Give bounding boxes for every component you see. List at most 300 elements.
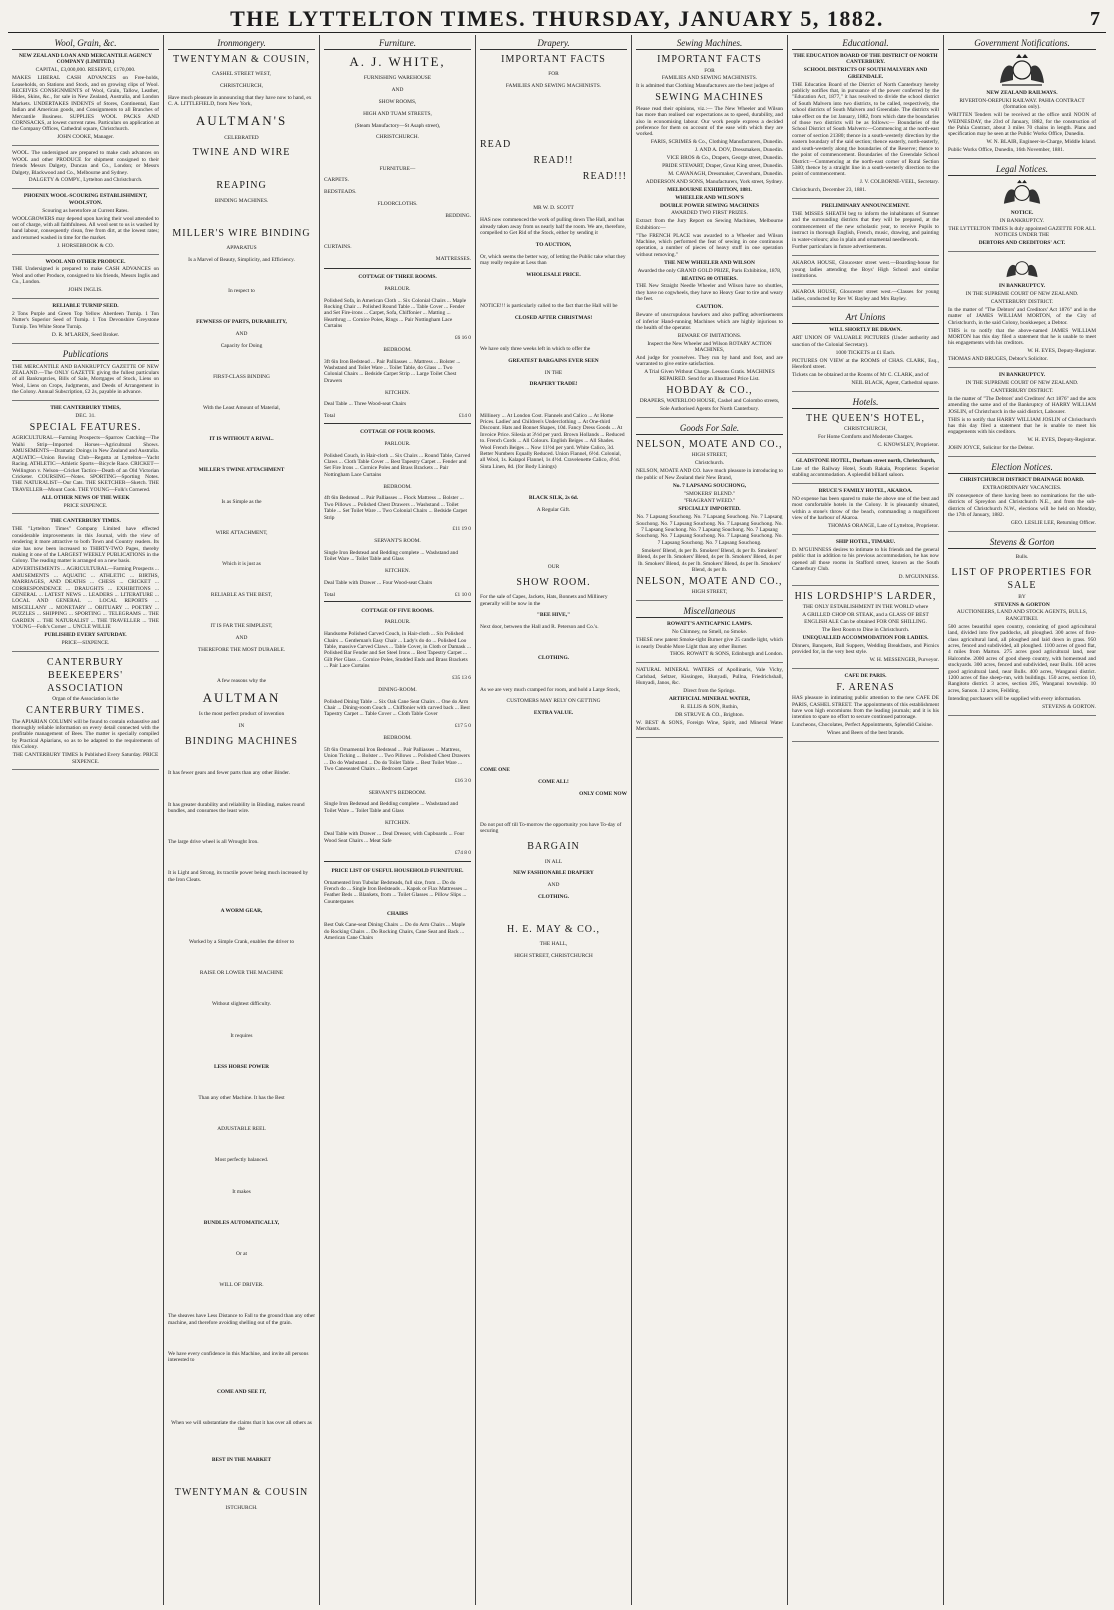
price-list: Deal Table with Drawer ... Four Wood-seat Chairs [324,579,433,586]
advert-body: THE MERCANTILE AND BANKRUPTCY GAZETTE OF NEW ZEALAND.—The ONLY GAZETTE giving the fullest particulars of all Bankruptcies, Bills of Sale, Mortgages of Stock, Liens on Wool, Liens on Crops, Judgments, and Deeds of Arrangement in the Colony. Annual Subscription, £2 2s, payable in advance. [12,363,159,396]
advert-line: THEREFORE THE MOST DURABLE. [197,647,286,653]
advert-body: AKAROA HOUSE, Gloucester street west.—Classes for young ladies, conducted by Rev W. Bayley and Mrs Bayley. [792,289,939,302]
advert-line: BEDROOM. [383,483,412,490]
advert-body: ART UNION OF VALUABLE PICTURES (Under authority and sanction of the Colonial Secretary). [792,335,939,348]
price-list: No. 7 Lapsang Souchong. No. 7 Lapsang Souchong. No. 7 Lapsang Souchong. No. 7 Lapsang Souchong. No. 7 Lapsang Souchong. No. 7 Lapsang Souchong. No. 7 Lapsang Souchong. No. 7 Lapsang Souchong. No. 7 Lapsang Souchong. No. 7 Lapsang Souchong. No. 7 Lapsang Souchong. No. 7 Lapsang Souchong. [636,514,783,546]
price-total: £14 0 [458,413,471,420]
advert-line: SHOW ROOMS, [378,98,417,105]
advert-body: In the matter of "The Debtors' and Creditors' Act 1876" and in the matter of JAMES WILLIAM MORTON, of the City of Christchurch, in the said Colony, bookkeeper, a Debtor. [948,306,1096,326]
advert-line: DEBTORS AND CREDITORS' ACT. [978,240,1066,247]
advert-body: It is Light and Strong, its tractile power being much increased by the Iron Cleats. [168,870,309,883]
section-heading: Goods For Sale. [636,422,783,435]
advert-heading: COTTAGE OF THREE ROOMS. [358,273,437,280]
advert-line: AWARDED TWO FIRST PRIZES. [671,210,748,217]
advert-line: (Steam Manufactory—St Asaph street), [354,122,441,129]
price-list: Millinery ... At London Cost. Flannels and Calico ... At Home Prices. Ladies' and Children's Underclothing ... At One-third Discount. Hats and Bonnet Shapes, 10d. Fancy Dress Goods ... At Invoice Price. Silesia at 3½d per yard. Brown Hollands ... Reduced to. French Cords ... All Colours. English Beiges ... All Shades. Wool French Beiges ... Now 11½d per yard. White Calico, 3d. Better Numbers Equally Reduced. Union Flannel, 6½d. Colonial, all Wool, 1s. Kalapol Flannel, 1s 4½d. Cravelenette Calico, 4½d. Sinta Linen, 8d. (for Body Linings) [480,412,625,470]
advert-line: ADJUSTABLE REEL [217,1126,266,1133]
advert-queens-hotel [792,412,939,454]
advert-dalgety [12,150,159,189]
advert-heading: READ [480,138,512,150]
advert-line: HIGH STREET, [691,452,728,459]
advert-body: The large drive wheel is all Wrought Iron. [168,839,259,846]
advert-title: ROWATT'S ANTICAPNIC LAMPS. [666,621,753,628]
advert-line: ONLY COME NOW [579,790,627,797]
advert-line: PARLOUR. [384,285,411,292]
advert-line: CARPETS. [324,177,350,184]
advert-line: WHEELER AND WILSON'S [675,194,744,201]
advert-line: Or at [236,1250,247,1257]
section-heading: Hotels. [792,396,939,409]
advert-body: Dinners, Banquets, Ball Suppers, Wedding Breakfasts, and Picnics provided for, in the very best style. [792,642,939,655]
advert-body: THE "Lyttelton Times" Company Limited have effected considerable improvements in this Journal, with the view of rendering it more attractive to both Town and Country readers. Its size has now been increased to THIRTY-TWO Pages, thereby making it one of the LARGEST WEEKLY PUBLICATIONS in the Colony. The reading matter is arranged on a new basis. [12,526,159,565]
advert-line: Worked by a Simple Crank, enables the driver to [188,939,295,946]
advert-heading: COTTAGE OF FOUR ROOMS. [360,428,435,435]
advert-title: WILL SHORTLY BE DRAWN. [829,327,902,334]
section-heading: Drapery. [480,37,627,50]
advert-body: Extract from the Jury Report on Sewing Machines, Melbourne Exhibition:— [636,218,783,231]
advert-mineral-waters [636,667,783,738]
advert-line: IN THE SUPREME COURT OF NEW ZEALAND. [965,380,1079,387]
advert-line: STEVENS & GORTON [994,601,1050,608]
advert-title: HOBDAY & CO., [666,384,753,396]
advert-title: NEW ZEALAND LOAN AND MERCANTILE AGENCY COMPANY (LIMITED.) [18,53,153,66]
advert-line: OUR [547,563,560,570]
advert-line: JOHN JOYCE, Solicitor for the Debtor. [948,445,1035,452]
advert-title: CAFE DE PARIS. [844,672,887,679]
advert-line: CURTAINS. [324,243,352,250]
advert-body: IN consequence of there having been no nominations for the sub-districts of Spreydon and Christchurch N.E., and from the sub-districts of Christchurch N.W., elections will be held on Monday, the 17th of January, 1882. [948,492,1096,519]
advert-line: CAUTION. [696,304,723,311]
advert-heading: PRICE LIST OF USEFUL HOUSEHOLD FURNITURE. [331,867,464,874]
advert-line: KITCHEN. [384,819,410,826]
section-heading: Sewing Machines. [636,37,783,50]
advert-art-union [792,327,939,391]
advert-body: THE MISSES SHEATH beg to inform the inhabitants of Sumner and the surrounding districts that they will be prepared, at the commencement of the new scholastic year, to receive Pupils to instruct in thorough English, French, music, drawing, and painting in water-colours; also in plain and ornamental needlework. [792,210,939,243]
advert-drainage-board [948,477,1096,532]
advert-line: DINING-ROOM. [378,686,417,693]
advert-line: BEST IN THE MARKET [211,1457,272,1464]
advert-signature: J. V. COLBORNE-VEEL, Secretary. [859,179,939,186]
advert-signature: D. M'GUINNESS. [898,574,939,581]
advert-title: TWENTYMAN & COUSIN, [172,54,311,65]
column-ironmongery [164,35,320,1605]
advert-signature: J. AND A. DOV, Dressmakers, Dunedin. [695,147,783,154]
advert-misses-sheath [792,203,939,256]
section-heading: Legal Notices. [948,163,1096,176]
advert-title: TWENTYMAN & COUSIN [174,1487,309,1499]
advert-line: TO AUCTION, [535,241,572,248]
advert-heading: READ!!! [582,170,627,182]
advert-body: We have only three weeks left in which to offer the [480,345,591,352]
advert-line: PARLOUR. [384,619,411,626]
advert-signature: C. KNOWSLEY, Proprietor. [877,441,939,448]
advert-body: Or, which seems the better way, of letting the Public take what they may really require at Less than [480,253,626,266]
price-list: 5ft 6in Ornamental Iron Bedstead ... Pair Palliasses ... Mattress, Union Ticking ... Bolster ... Two Pillows ... Polished Chest Drawers ... Do do Washstand ... Do do Toilet Table ... Best Toilet Ware ... Two Caneseated Chairs ... Bedroom Carpet [324,746,470,772]
advert-line: BINDING MACHINES. [214,197,269,204]
advert-line: The Best Room to Dine in Christchurch. [821,626,910,633]
advert-line: RAISE OR LOWER THE MACHINE [199,970,284,977]
advert-body: HAS pleasure in intimating public attention to the new CAFE DE PARIS, CASHEL STREET. The appointments of this establishment have won high encomiums from the leading journals; and it is his intention to spare no effort to secure continued patronage. [792,695,939,721]
advert-line: CELEBRATED [224,134,259,141]
advert-line: BY [1018,593,1026,600]
advert-signature: D. R. M'LAREN, Seed Broker. [51,331,120,338]
advert-title: NELSON, MOATE AND CO., [636,575,783,587]
advert-line: MATTRESSES. [435,255,471,262]
advert-line: SCHOOL DISTRICTS OF SOUTH MALVERN AND GREENDALE. [803,67,928,80]
advert-line: FOR [548,71,559,78]
advert-akaroa-house-2 [792,289,939,307]
advert-cafe-de-paris [792,673,939,742]
advert-line: WILL OF DRIVER. [219,1282,264,1289]
advert-line: RELIABLE AS THE BEST, [210,592,273,599]
section-heading: Stevens & Gorton [948,536,1096,549]
price-list: Single Iron Bedstead and Bedding complete ... Washstand and Toilet Ware ... Toilet Table and Glass [324,801,459,814]
advert-line: FIRST-CLASS BINDING [213,373,270,380]
advert-body: Intending purchasers will be supplied with every information. [948,695,1082,702]
column-furniture [320,35,476,1605]
advert-line: COME ONE [480,767,510,774]
royal-arms-icon [948,256,1096,280]
advert-scott [480,53,627,959]
column-government [944,35,1100,1605]
advert-line: PARLOUR. [384,440,411,447]
advert-line: Direct from the Springs. [683,688,736,695]
advert-heading: CANTERBURY TIMES. [26,705,145,717]
advert-line: CLOSED AFTER CHRISTMAS! [514,314,593,321]
advert-line: GREATEST BARGAINS EVER SEEN [508,357,599,364]
advert-joslin [948,372,1096,457]
advert-body: NO expense has been spared to make the above one of the best and most comfortable hotels in the Colony. It is pleasantly situated, within a stone's throw of the beach, commanding a magnificent view of the harbour of Akaroa. [792,496,939,522]
price-list: Handsome Polished Carved Couch, in Hair-cloth ... Six Polished Chairs ... Gentleman's Easy Chair ... Lady's do do ... Polished Loo Table, massive Carved Claws ... Table Cover, in Cloth or Damask ... Polished Bar Fender and Set Steel Irons ... Best Tapestry Carpet ... Gilt Pier Glass ... Cornice Poles, Studded Ends and Brass Brackets ... Pair Lace Curtains [324,631,471,670]
advert-line: PRICE SIXPENCE. [63,502,108,509]
advert-line: LESS HORSE POWER [213,1063,270,1070]
price-list: Polished Couch, in Hair-cloth ... Six Chairs ... Round Table, Carved Claws ... Cloth Table Cover ... Best Tapestry Carpet ... Fender and Set Fire Irons ... Cornice Poles and Brass Brackets ... Pair Nottingham Lace Curtains [324,452,471,478]
advert-line: IN [238,723,245,730]
advert-body: W. BEST & SONS, Foreign Wine, Spirit, and Mineral Water Merchants. [636,719,783,733]
advert-heading: IMPORTANT FACTS [657,54,762,65]
advert-line: Is a Marvel of Beauty, Simplicity, and Efficiency. [188,256,295,263]
advert-line: HIGH AND TUAM STREETS, [363,110,432,117]
advert-line: HIGH STREET, CHRISTCHURCH [514,953,593,960]
advert-line: IN ALL [544,858,563,865]
advert-title: A. J. WHITE, [349,54,446,69]
advert-line: KITCHEN. [384,568,410,575]
advert-line: EXTRAORDINARY VACANCIES. [982,485,1062,492]
advert-signature: DALGETY & COMPY., Lyttelton and Christchurch. [28,177,143,184]
page-number: 7 [1090,7,1100,30]
advert-title: BRUCE'S FAMILY HOTEL, AKAROA. [818,488,913,495]
advert-heading: READ!! [533,154,574,166]
advert-morton [948,256,1096,368]
advert-line: "FRAGRANT WEED." [683,498,736,505]
advert-line: DR STRUVE & CO., Brighton. [675,711,744,718]
advert-signature: NEIL BLACK, Agent, Cathedral square. [851,379,939,386]
column-educational [788,35,944,1605]
advert-body: Next door, between the Hall and R. Peterson and Co.'s. [480,624,599,631]
advert-signature: GEO. LESLIE LEE, Returning Officer. [1010,520,1096,527]
advert-line: With the Least Amount of Material, [202,405,281,412]
advert-line: AND [235,635,248,642]
price-total: £6 16 0 [454,334,471,341]
advert-body: AGRICULTURAL—Farming Prospects—Sparrow Catching—The Waihi Strip—Imported Horses—Agricultural Shows. AMUSEMENTS—Dramatic Doings in New Zealand and Australia. AQUATIC—Union Rowing Club—Regatta at Lyttelton—Yacht Racing. ATHLETIC—Athletic Sports—Bicycle Race. CRICKET—Wellington v. Nelson—Cricket Tactics—Death of an Old Victorian Cricketer. COURSING—Notes. SPORTING—Sporting Notes. THE NATURALIST—Our Cats. THE SKETCHER—Sketch. THE TRAVELLER—Mount Cook. THE YOUNG—Folk's Cornered. [12,435,159,493]
advert-body: AKAROA HOUSE, Gloucester street west.—Boarding-house for young ladies attending the Boys' High School and similar institutions. [792,260,939,280]
advert-line: WHOLESALE PRICE. [526,271,581,278]
advert-signature: JOHN COOKE, Manager. [57,134,114,141]
advert-signature: W. H. EYES, Deputy-Registrar. [1027,348,1096,355]
advert-line: ARTIFICIAL MINERAL WATER, [669,695,750,702]
advert-signature: W. H. EYES, Deputy-Registrar. [1027,437,1096,444]
advert-heading: SHOW ROOM. [516,576,591,588]
advert-line: IT IS FAR THE SIMPLEST, [210,623,273,630]
advert-line: SERVANT'S BEDROOM. [368,789,427,796]
advert-line: CUSTOMERS MAY RELY ON GETTING [506,698,601,705]
advert-line: Inspect the New Wheeler and Wilson ROTARY ACTION MACHINES, [647,340,772,354]
advert-body: HAS now commenced the work of pulling down The Hall, and has already taken away from us nearly half the room. We are, therefore, compelled to Get Rid of the Stock, either by sending it [480,217,626,236]
advert-gazette-notice [948,179,1096,252]
advert-line: IN THE [544,369,563,376]
advert-signature: THOMAS ORANGE, Late of Lyttelton, Proprietor. [827,523,939,530]
advert-body: THE New Straight Needle Wheeler and Wilson have no shuttles, they have no cogwheels, they have no Heavy Gear to tire and weary the feet. [636,283,783,303]
advert-title: THE EDUCATION BOARD OF THE DISTRICT OF NORTH CANTERBURY. [793,53,938,66]
advert-beekeepers [12,656,159,771]
price-list: Deal Table ... Three Wood-seat Chairs [324,401,407,408]
advert-body: Please read their opinions, viz.:— The New Wheeler and Wilson has more than realised our expectations as to speed, durability, and also in economising labour. Our work people express a decided preference for them on account of the ease with which they are worked. [636,105,783,138]
advert-line: "SMOKERS' BLEND." [683,490,736,497]
advert-body: NELSON, MOATE AND CO. have much pleasure in introducing to the public of New Zealand their New Brand, [636,468,783,481]
advert-line: CHRISTCHURCH, [220,83,263,90]
advert-line: SERVANT'S ROOM. [374,538,421,545]
advert-title: THE QUEEN'S HOTEL, [806,412,925,424]
advert-line: Public Works Office, Dunedin, 16th November, 1881. [948,147,1065,154]
masthead [8,6,1106,33]
price-list: Polished Dining Table ... Six Oak Cane Seat Chairs ... One do Arm Chair ... Dining-room Couch ... Chiffonier with carved back ... Best Tapestry Carpet ... Table Cover ... Cloth Table Cover [324,698,470,718]
advert-line: ISTCHURCH. [225,1504,258,1511]
advert-signature: PRIDE STEWART, Draper, Great King street, Dunedin. [662,162,783,169]
advert-line: APPARATUS [226,244,257,251]
advert-lordships-larder [792,590,939,669]
advert-line: IN THE SUPREME COURT OF NEW ZEALAND. [965,291,1079,298]
advert-line: CANTERBURY DISTRICT. [990,387,1054,394]
advert-line: R. ELLIS & SON, Ruthin, [680,703,739,710]
advert-white [324,54,471,942]
advert-body: NATURAL MINERAL WATERS of Apollinaris, Vale Vichy, Carlsbad, Seltzer, Kissingen, Hunyadi, Pullna, Friedrichshall, Hunyadi, Janos, &c. [636,667,783,687]
advert-heading: BARGAIN [527,841,580,853]
price-total: £17 5 0 [454,723,471,730]
advert-line: AUCTIONEERS, LAND AND STOCK AGENTS, BULLS, RANGITIKEI. [956,609,1088,622]
advert-body: In the matter of "The Debtors' and Creditors' Act 1876" and the acts amending the same and of the Bankruptcy of HARRY WILLIAM JOSLIN, of Christchurch in the said district, Labourer. [948,395,1096,415]
advert-line: WIRE ATTACHMENT, [215,529,268,536]
price-list: 4ft 6in Bedstead ... Pair Palliasses ... Flock Mattress ... Bolster ... Two Pillows ... Polished Chest Drawers ... Washstand ... Toilet Table ... Set Toilet Ware ... Two Colonial Chairs ... Bedside Carpet Strip [324,495,468,521]
advert-line: BEATING 80 OTHERS. [681,275,738,282]
advert-heading: AULTMAN [202,689,281,705]
advert-line: A few reasons why the [216,678,267,685]
advert-body: NOTICE!!! is particularly called to the fact that the Hall will be [480,302,618,309]
advert-title: NOTICE. [1010,210,1034,217]
advert-signature: J. HORSEBROOK & CO. [56,242,115,249]
advert-title: HIS LORDSHIP'S LARDER, [794,590,937,602]
advert-line: "BEE HIVE," [536,612,571,619]
advert-education-board [792,53,939,199]
advert-line: Christchurch. [694,460,725,467]
advert-line: RIVERTON-OREPUKI RAILWAY. PAHIA CONTRACT (formation only). [959,97,1085,111]
total-label: Total [324,591,335,598]
advert-line: PRICE—SIXPENCE. [61,639,110,646]
advert-line: COME AND SEE IT, [216,1388,267,1395]
column-sewing-machines [632,35,788,1605]
advert-inglis [12,259,159,300]
advert-line: HIGH STREET, [691,589,728,596]
advert-body: THE Education Board of the District of North Canterbury hereby publicly notifies that, in pursuance of the power conferred by the "Education Act, 1877," it has resolved to divide the school district of South Malvern into two districts, to be called, respectively, the school districts of South Malvern and Greendale. The districts will take effect on the 1st January, 1882, from which date the boundaries of those two districts will be as follows:— Boundaries of the School District of South Malvern:—Commencing at the north-east corner of section 21380; thence in a south-westerly direction by the eastern boundary of the said section; thence easterly, north-easterly, and south-westerly along the boundaries of the Reserve; thence to the point of commencement. Boundaries of the Greendale School District:—Commencing at the north-east corner of Rural Section 5380; thence by a straight line in a south-westerly direction to the point of commencement. [792,81,939,178]
price-total: £11 19 0 [452,526,471,533]
advert-title: NEW ZEALAND RAILWAYS. [986,90,1058,96]
advert-body: For the sale of Capes, Jackets, Hats, Bonnets and Millinery generally will be now in the [480,594,608,607]
advert-line: Further particulars in future advertisements. [792,244,887,251]
advert-title: PHOENIX WOOL-SCOURING ESTABLISHMENT, WOOLSTON. [23,193,148,206]
advert-line: AND [547,882,560,889]
advert-body: "The FRENCH PLACE was awarded to a Wheeler and Wilson Machine, which performed the feat of sewing in one continuous operation, a number of pieces of heavy stuff in one operation without removing." [636,232,783,258]
section-heading: Government Notifications. [948,37,1096,50]
advert-bruces-hotel [792,488,939,535]
advert-body: WOOLGROWERS may depend upon having their wool attended to out of charge, with all faithfulness. All wool sent to us is washed by hand labour, consequently clean, free from dirt, at the lowest rates; and returned washed in time for the market. [12,215,159,241]
price-total: £1 10 0 [454,591,471,598]
advert-line: FLOORCLOTHS. [377,200,418,207]
advert-body: THE Undersigned is prepared to make CASH ADVANCES on Wool and other Produce, consigned to his friends, Messrs Inglis and Co., London. [12,266,159,286]
advert-body: Beware of unscrupulous hawkers and also puffing advertisements of inferior Hand-running Machines which are highly injurious to the health of the operator. [636,312,783,331]
advert-line: FOR [704,67,715,74]
advert-line: No. 7 LAPSANG SOUCHONG, [672,482,747,489]
advert-index: ADVERTISEMENTS ... AGRICULTURAL—Farming Prospects ... AMUSEMENTS ... AQUATIC ... ATHLETIC ... BIRTHS, MARRIAGES, AND DEATHS ... CHESS ... CRICKET ... CORRESPONDENCE ... DRAUGHTS ... EXHIBITIONS ... GENERAL ... LATEST NEWS ... LEADERS ... LITERATURE ... LOCAL AND GENERAL ... LOCAL REPORTS ... MISCELLANY ... MONETARY ... OBITUARY ... POETRY ... PUZZLES ... SHIPPING ... SPORTING ... TELEGRAMS ... THE GARDEN ... THE NATURALIST ... THE TRAVELLER ... THE YOUNG—Folk's Corner ... UNCLE WILLIE [12,566,159,630]
advert-body: WOOL. The undersigned are prepared to make cash advances on WOOL and other PRODUCE for shipment consigned to their friends Messrs Dalgety, Duncan and Co., London; or Messrs Dalgety, Blackwood and Co., Melbourne and Sydney. [12,150,159,176]
section-heading: Miscellaneous [636,605,783,618]
advert-signature: W. N. BLAIR, Engineer-in-Charge, Middle Island. [986,139,1096,146]
advert-body: D. M'GUINNESS desires to intimate to his friends and the general public that in addition to his previous accommodation, he has now opened all those rooms in Stafford street, known as the South Canterbury Club. [792,546,939,573]
price-list: Smokers' Blend, 4s per lb. Smokers' Blend, 4s per lb. Smokers' Blend, 4s per lb. Smokers' Blend, 4s per lb. Smokers' Blend, 4s per lb. Smokers' Blend, 4s per lb. Smokers' Blend, 4s per lb. Smokers' Blend, 4s per lb. [637,547,782,573]
advert-body: As we are very much cramped for room, and hold a Large Stock, [480,686,621,693]
advert-title: H. E. MAY & CO., [506,923,601,935]
advert-heading: REAPING [216,180,267,192]
advert-line: Sole Authorised Agents for North Canterbury. [659,406,760,413]
advert-line: No Chimney, no Smell, no Smoke. [671,629,748,636]
section-heading: Publications [12,348,159,361]
price-list: Best Oak Cane-seat Dining Chairs ... Do do Arm Chairs ... Maple do Rocking Chairs ... Do Rocking Chairs, Cane Seat and Back ... American Cane Chairs [324,922,466,942]
section-heading: Art Unions [792,311,939,324]
advert-line: Than any other Machine. It has the Best [198,1095,285,1102]
advert-line: THOMAS AND BRUGES, Debtor's Solicitor. [948,356,1048,363]
advert-line: THE NEW WHEELER AND WILSON [664,259,755,266]
advert-line: BEDROOM. [383,734,412,741]
advert-line: DRAPERS, WATERLOO HOUSE, Cashel and Colombo streets, [639,398,780,405]
advert-signature: M. CAVANAGH, Dressmaker, Caversham, Dunedin. [668,170,783,177]
advert-line: Most perfectly balanced. [214,1157,269,1164]
advert-line: When we will substantiate the claims that it has over all others as the [171,1419,312,1433]
price-total: £35 13 6 [452,674,471,681]
advert-line: NEW FASHIONABLE DRAPERY [513,870,594,877]
advert-line: SPECIALLY IMPORTED. [678,506,741,513]
advert-line: Awarded the only GRAND GOLD PRIZE, Paris Exhibition, 1878, [637,267,782,274]
price-list: Single Iron Bedstead and Bedding complete ... Washstand and Toilet Ware ... Toilet Table and Glass [324,549,459,563]
advert-line: THE HALL, [539,941,568,948]
advert-canterbury-times [12,405,159,514]
advert-signature: W. H. MESSENGER, Purveyor. [869,656,939,663]
advert-line: MILLER'S TWINE ATTACHMENT [198,467,285,474]
column-drapery [476,35,632,1605]
advert-line: IT IS WITHOUT A RIVAL. [209,436,274,443]
advert-line: Capacity for Doing [220,342,263,349]
advert-body: 2 Tons Purple and Green Top Yellow Aberdeen Turnip. 1 Ton Nutter's Superior Seed of Turnip. 1 Ton Devonshire Greystone Turnip. Ten White Stone Turnip. [12,311,159,330]
advert-heading: AULTMAN'S [195,113,288,129]
section-heading: Election Notices. [948,461,1096,474]
section-heading: Wool, Grain, &c. [12,37,159,50]
advert-rowatt [636,621,783,663]
advert-line: A GRILLED CHOP OR STEAK, and a GLASS OF BEST ENGLISH ALE Can be obtained FOR ONE SHILLING. [802,612,929,625]
advert-body: It is admitted that Clothing Manufacturers are the best judges of [636,83,775,90]
column-container [8,35,1106,1605]
section-heading: Educational. [792,37,939,50]
advert-line: BEDSTEADS. [324,189,357,196]
advert-title: GLADSTONE HOTEL, Durham street north, Christchurch, [795,457,936,464]
advert-line: BEDDING. [445,212,471,219]
advert-body: Do not put off till To-morrow the opportunity you have To-day of securing [480,822,622,835]
advert-line: Is the most perfect product of invention [198,711,285,718]
advert-signature: ADDERSON AND SONS, Manufacturers, York street, Sydney. [645,178,783,185]
advert-line: MR W. D. SCOTT [533,205,574,212]
advert-heading: IMPORTANT FACTS [501,54,606,65]
advert-signature: FARIS, SCRIMES & Co., Clothing Manufacturers, Dunedin. [650,139,783,146]
advert-body: PICTURES ON VIEW at the ROOMS of CHAS. CLARK, Esq., Hereford street. [792,357,939,370]
advert-line: CANTERBURY DISTRICT. [990,299,1054,305]
advert-heading: BINDING MACHINES [185,735,298,747]
advert-line: Scouring as heretofore at Current Rates. [42,207,129,214]
advert-heading: COTTAGE OF FIVE ROOMS. [361,607,434,614]
advert-line: Organ of the Association is the [52,696,119,703]
advert-body: Tickets can be obtained at the Rooms of Mr C. CLARK, and of [792,371,929,378]
advert-line: EXTRA VALUE. [533,710,574,717]
advert-line: Is as Simple as the [221,498,262,505]
advert-line: THE ONLY ESTABLISHMENT IN THE WORLD where [802,604,929,611]
advert-title: THE CANTERBURY TIMES. [50,518,121,525]
advert-line: UNEQUALLED ACCOMMODATION FOR LADIES. [802,634,929,641]
newspaper-title: THE LYTTELTON TIMES. THURSDAY, JANUARY 5, 1882. [230,6,884,31]
advert-body: THIS is to notify that the above-named JAMES WILLIAM MORTON has this day filed a statement that he is unable to meet his engagements with his creditors. [948,327,1096,347]
advert-turnip [12,303,159,344]
advert-phoenix [12,193,159,254]
advert-line: DEC. 31. [75,413,96,420]
advert-signature: VICE BROS & Co., Drapers, George street, Dunedin. [666,155,783,162]
advert-line: IN BANKRUPTCY. [999,218,1045,225]
advert-title: WOOL AND OTHER PRODUCE. [45,258,126,265]
advert-line: BUNDLES AUTOMATICALLY, [203,1219,280,1226]
advert-line: Wines and Beers of the best brands. [826,730,905,737]
advert-stevens-gorton [948,566,1096,715]
advert-body: WRITTEN Tenders will be received at the office until NOON of WEDNESDAY, the 23rd of January, 1882, for the construction of the Pahia Contract, about 3 miles 70 chains in length. Plans and specification may be seen at the Public Works Office, Dunedin. [948,112,1096,138]
price-total: £74 8 0 [454,849,471,856]
advert-line: FURNISHING WAREHOUSE [363,75,432,82]
advert-line: KITCHEN. [384,389,410,396]
advert-title: LIST OF PROPERTIES FOR SALE [951,567,1093,592]
advert-body: And judge for yourselves. They run by hand and foot, and are warranted to give entire satisfaction. [636,355,783,368]
advert-body: THE LYTTELTON TIMES Is duly appointed GAZETTE FOR ALL NOTICES UNDER THE [948,225,1096,239]
advert-line: CHRISTCHURCH. [376,134,419,141]
advert-line: THE CANTERBURY TIMES Is Published Every Saturday. PRICE SIXPENCE. [12,752,159,765]
advert-title: IN BANKRUPTCY. [998,283,1046,290]
advert-heading: CANTERBURY BEEKEEPERS' ASSOCIATION [46,656,125,694]
advert-nelson-moate [636,438,783,601]
price-list: Ornamented Iron Tubular Bedsteads, full size, from ... Do do French do ... Single Iron Bedsteads ... Kapok or Flax Mattresses ... Feather Beds ... Blankets, from ... Toilet Glasses ... Pillow Slips ... Counterpanes [324,879,468,905]
advert-line: Which it is just as [222,561,261,568]
advert-line: BLACK SILK, 2s 6d. [528,494,579,501]
advert-gladstone-hotel [792,458,939,484]
royal-arms-icon [948,53,1096,87]
